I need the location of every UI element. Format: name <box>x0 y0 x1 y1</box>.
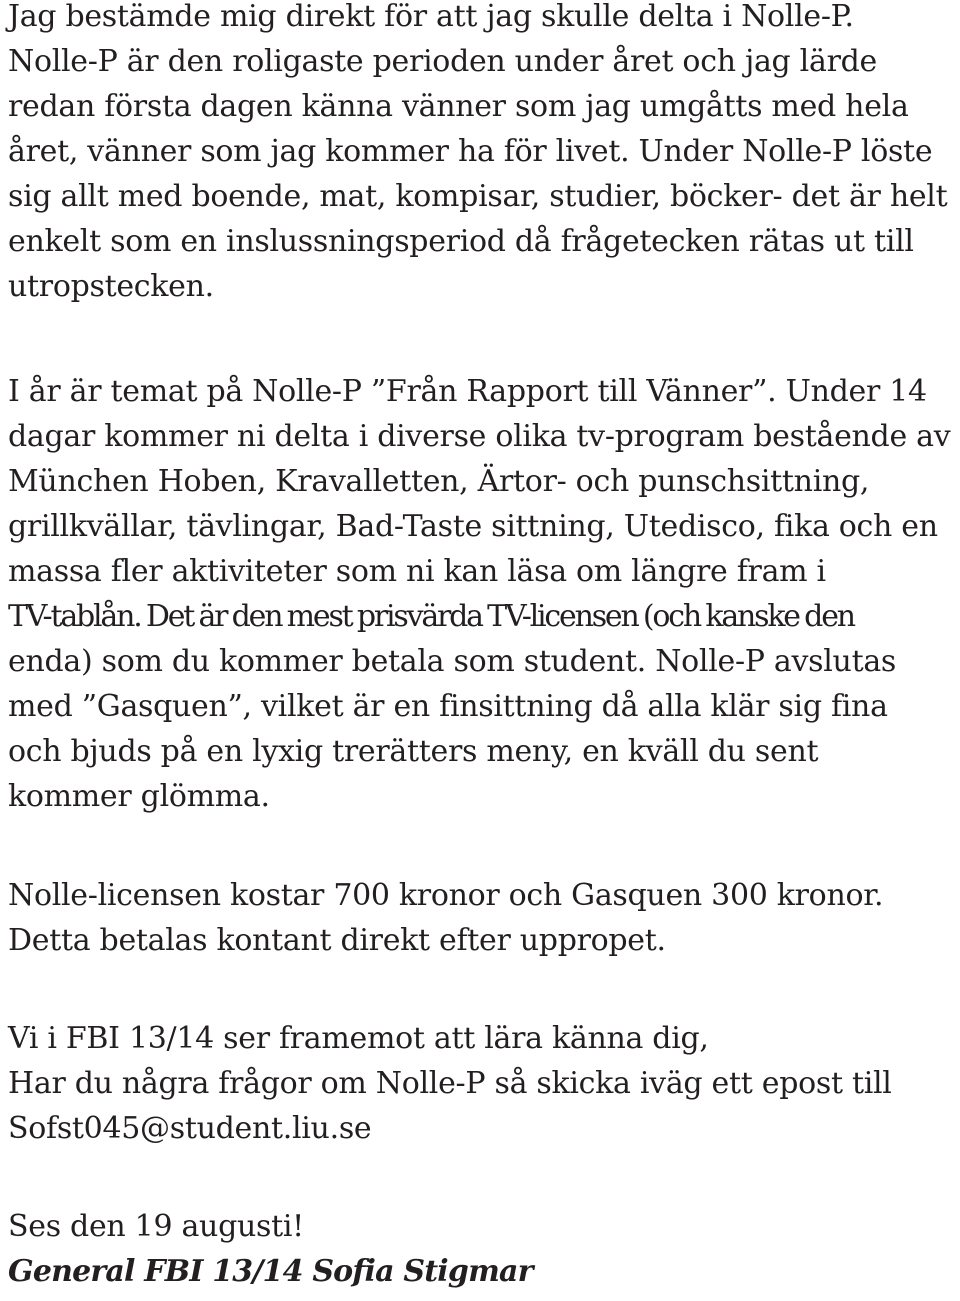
text-line: Nolle-P är den roligaste perioden under året och jag lärde <box>8 44 877 79</box>
text-line: Har du några frågor om Nolle-P så skicka iväg ett epost till <box>8 1066 892 1101</box>
text-line: sig allt med boende, mat, kompisar, studier, böcker- det är helt <box>8 179 948 214</box>
text-line: kommer glömma. <box>8 779 270 814</box>
text-line: grillkvällar, tävlingar, Bad-Taste sittning, Utedisco, fika och en <box>8 509 938 544</box>
text-line: München Hoben, Kravalletten, Ärtor- och punschsittning, <box>8 464 870 499</box>
text-line: enkelt som en inslussningsperiod då frågetecken rätas ut till <box>8 224 914 259</box>
text-line: utropstecken. <box>8 269 214 304</box>
text-line: Jag bestämde mig direkt för att jag skulle delta i Nolle-P. <box>8 0 854 34</box>
text-line: I år är temat på Nolle-P ”Från Rapport till Vänner”. Under 14 <box>8 374 927 409</box>
text-line: redan första dagen känna vänner som jag umgåtts med hela <box>8 89 909 124</box>
theme-paragraph <box>8 369 950 819</box>
text-line: Vi i FBI 13/14 ser framemot att lära känna dig, <box>8 1021 709 1056</box>
price-paragraph <box>8 873 883 963</box>
email-line <box>8 1106 892 1151</box>
closing-paragraph <box>8 1204 533 1294</box>
closing-text: Ses den 19 augusti! <box>8 1209 304 1244</box>
intro-paragraph <box>8 0 947 309</box>
text-line: och bjuds på en lyxig trerätters meny, en kväll du sent <box>8 734 819 769</box>
text-line: TV-tablån. Det är den mest prisvärda TV-licensen (och kanske den <box>8 599 854 634</box>
text-line: dagar kommer ni delta i diverse olika tv-program bestående av <box>8 419 951 454</box>
text-line: enda) som du kommer betala som student. Nolle-P avslutas <box>8 644 897 679</box>
text-line: året, vänner som jag kommer ha för livet. Under Nolle-P löste <box>8 134 933 169</box>
text-line: Detta betalas kontant direkt efter uppropet. <box>8 923 666 958</box>
text-line: massa fler aktiviteter som ni kan läsa om längre fram i <box>8 554 826 589</box>
email-link[interactable]: Sofst045@student.liu.se <box>8 1111 372 1146</box>
text-line: med ”Gasquen”, vilket är en finsittning då alla klär sig fina <box>8 689 888 724</box>
text-line: Nolle-licensen kostar 700 kronor och Gasquen 300 kronor. <box>8 878 884 913</box>
signature: General FBI 13/14 Sofia Stigmar <box>8 1254 533 1289</box>
contact-paragraph <box>8 1016 892 1151</box>
